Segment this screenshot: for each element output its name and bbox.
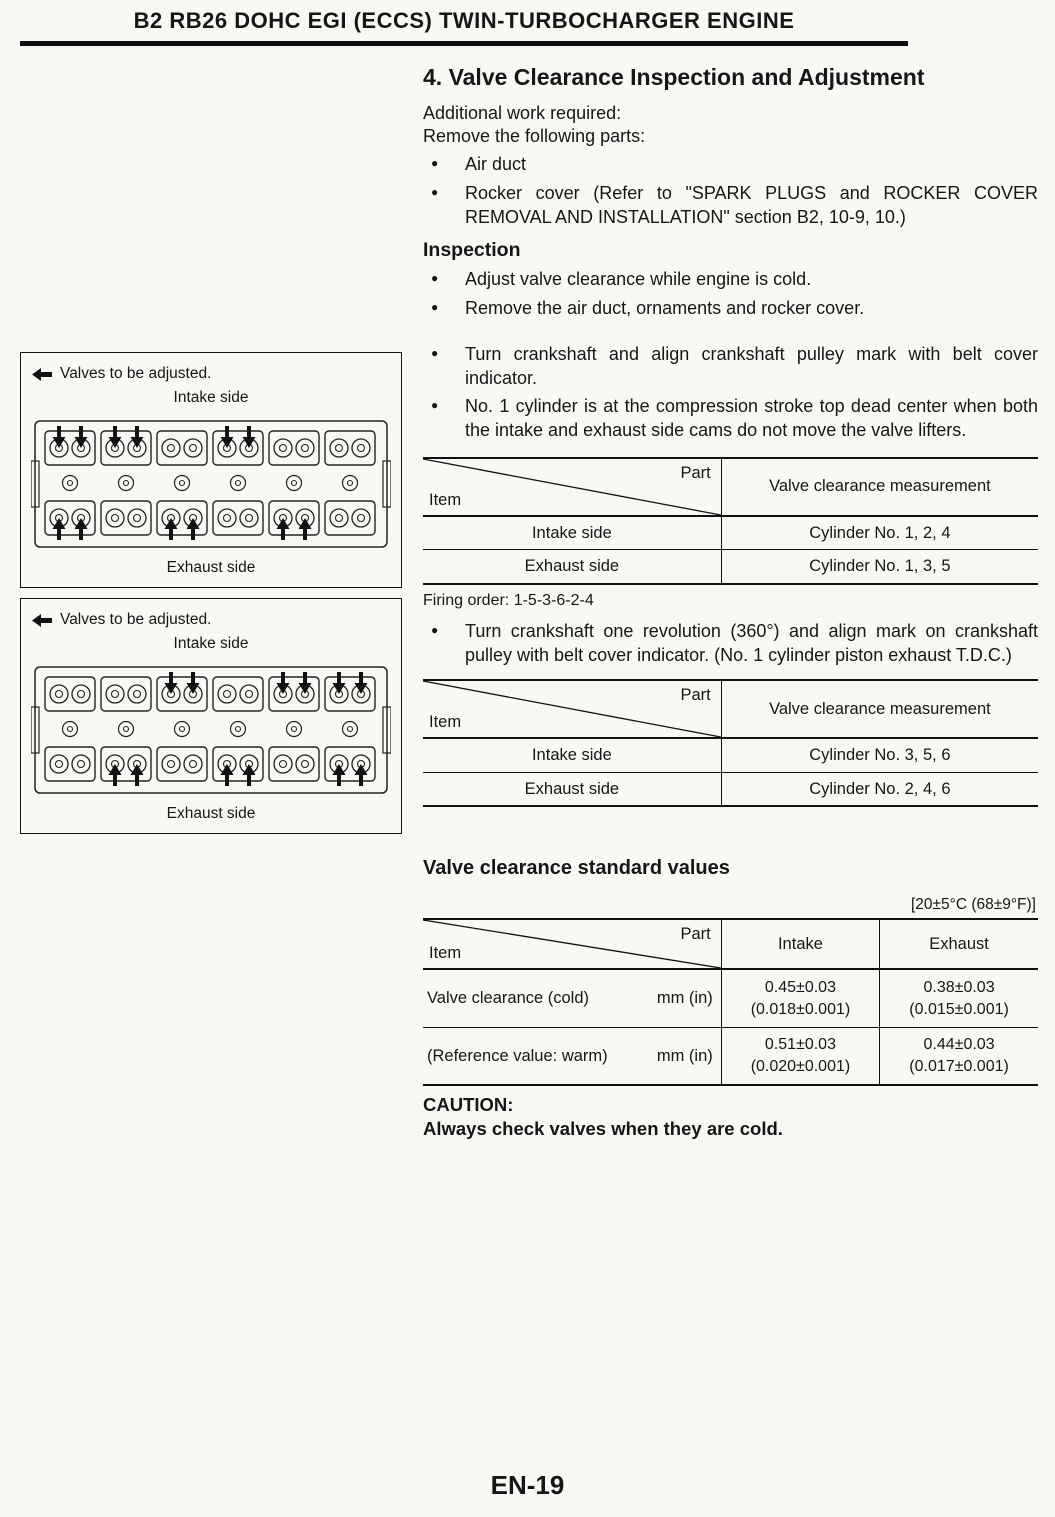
figure-caption-row <box>32 611 392 629</box>
value-line: (0.020±0.001) <box>750 1058 851 1075</box>
firing-order-note: Firing order: 1-5-3-6-2-4 <box>423 591 594 609</box>
page-footer <box>0 1470 1055 1501</box>
inspection-heading: Inspection <box>423 239 521 262</box>
turn-step-list <box>423 620 1038 668</box>
value-cell: Cylinder No. 1, 2, 4 <box>721 516 1038 550</box>
list-item: ● Rocker cover (Refer to "SPARK PLUGS and ROCKER COVER REMOVAL AND INSTALLATION" section B2, 10-9, 10.) <box>423 182 1038 230</box>
part-item-corner-cell <box>423 458 721 516</box>
value-line: 0.45±0.03 <box>764 978 836 996</box>
page-header <box>20 8 908 46</box>
cylinder-head-diagram <box>31 655 391 805</box>
list-item: ● No. 1 cylinder is at the compression stroke top dead center when both the intake and exhaust side cams do not move the valve lifters. <box>423 395 1038 443</box>
intro-line: Remove the following parts: <box>423 126 646 146</box>
main-content <box>423 64 1038 1142</box>
value-line: 0.44±0.03 <box>923 1036 995 1054</box>
diagonal-divider <box>423 681 721 737</box>
table-header-row <box>423 680 1038 738</box>
intake-side-label: Intake side <box>173 635 249 652</box>
corner-part-label: Part <box>680 463 711 482</box>
row-label-cell <box>423 969 721 1027</box>
figure-caption: Valves to be adjusted. <box>60 365 212 382</box>
value-cell: Cylinder No. 1, 3, 5 <box>721 550 1038 584</box>
row-label-cell <box>423 1027 721 1085</box>
intro-line: Additional work required: <box>423 103 622 123</box>
left-arrow-icon <box>32 614 52 627</box>
value-line: (0.018±0.001) <box>750 1000 851 1018</box>
figure-caption-row <box>32 365 392 383</box>
value-line: (0.015±0.001) <box>909 1000 1009 1018</box>
table-row <box>423 772 1038 806</box>
measurement-table-2 <box>423 679 1038 807</box>
row-label-cell: Exhaust side <box>524 557 620 575</box>
inspection-steps-list-b <box>423 343 1038 443</box>
caution-text: Always check valves when they are cold. <box>423 1118 783 1140</box>
row-label: Valve clearance (cold) <box>427 989 590 1007</box>
value-line: 0.51±0.03 <box>764 1036 836 1054</box>
part-item-corner-cell <box>423 680 721 738</box>
exhaust-value-cell <box>880 969 1038 1027</box>
valve-figure-1 <box>20 352 402 588</box>
valve-figure-2 <box>20 598 402 834</box>
diagonal-divider <box>423 459 721 515</box>
temperature-note: [20±5°C (68±9°F)] <box>910 896 1036 914</box>
value-column-header: Valve clearance measurement <box>721 680 1038 738</box>
exhaust-side-label: Exhaust side <box>166 805 256 822</box>
table-row <box>423 1027 1038 1085</box>
standard-values-table <box>423 918 1038 1086</box>
table-row <box>423 969 1038 1027</box>
corner-part-label: Part <box>680 686 711 705</box>
row-unit: mm (in) <box>656 989 713 1007</box>
page-title: B2 RB26 DOHC EGI (ECCS) TWIN-TURBOCHARGER ENGINE <box>133 8 795 33</box>
corner-item-label: Item <box>429 713 462 732</box>
list-item: ● Turn crankshaft one revolution (360°) and align mark on crankshaft pulley with belt cover indicator. (No. 1 cylinder piston exhaust T.D.C.) <box>423 620 1038 668</box>
value-cell: Cylinder No. 3, 5, 6 <box>721 738 1038 772</box>
list-item: ● Turn crankshaft and align crankshaft pulley mark with belt cover indicator. <box>423 343 1038 391</box>
table-header-row <box>423 919 1038 969</box>
list-item: ● Adjust valve clearance while engine is cold. <box>423 268 1038 292</box>
intro-block <box>423 103 1038 147</box>
value-line: 0.38±0.03 <box>923 978 995 996</box>
list-item: ● Air duct <box>423 153 1038 177</box>
intake-column-header: Intake <box>721 919 879 969</box>
table-header-row <box>423 458 1038 516</box>
table-row <box>423 516 1038 550</box>
intake-value-cell <box>721 969 879 1027</box>
page-number: EN-19 <box>490 1470 565 1500</box>
row-label-cell: Exhaust side <box>524 779 620 798</box>
row-label-cell: Intake side <box>423 738 721 772</box>
left-arrow-icon <box>32 368 52 381</box>
caution-heading: CAUTION: <box>423 1094 514 1116</box>
cylinder-head-diagram <box>31 409 391 559</box>
figure-column <box>20 352 402 844</box>
exhaust-value-cell <box>880 1027 1038 1085</box>
row-label-cell: Intake side <box>423 516 721 550</box>
table-row <box>423 738 1038 772</box>
exhaust-side-label: Exhaust side <box>166 559 256 576</box>
corner-item-label: Item <box>429 490 462 509</box>
table-row <box>423 550 1038 584</box>
intake-value-cell <box>721 1027 879 1085</box>
diagonal-divider <box>423 920 721 968</box>
value-cell: Cylinder No. 2, 4, 6 <box>721 772 1038 806</box>
row-label: (Reference value: warm) <box>427 1046 608 1065</box>
section-title: 4. Valve Clearance Inspection and Adjustment <box>423 64 925 90</box>
corner-item-label: Item <box>429 944 462 963</box>
row-unit: mm (in) <box>656 1046 713 1065</box>
intake-side-label: Intake side <box>173 389 249 406</box>
caution-block <box>423 1094 1038 1140</box>
inspection-steps-list-a <box>423 268 1038 321</box>
value-column-header: Valve clearance measurement <box>721 458 1038 516</box>
list-item: ● Remove the air duct, ornaments and rocker cover. <box>423 297 1038 321</box>
part-item-corner-cell <box>423 919 721 969</box>
measurement-table-1 <box>423 457 1038 585</box>
standard-values-heading: Valve clearance standard values <box>423 857 730 880</box>
exhaust-column-header: Exhaust <box>880 919 1038 969</box>
figure-caption: Valves to be adjusted. <box>60 611 212 628</box>
remove-parts-list <box>423 153 1038 229</box>
corner-part-label: Part <box>680 925 711 944</box>
value-line: (0.017±0.001) <box>909 1058 1009 1075</box>
